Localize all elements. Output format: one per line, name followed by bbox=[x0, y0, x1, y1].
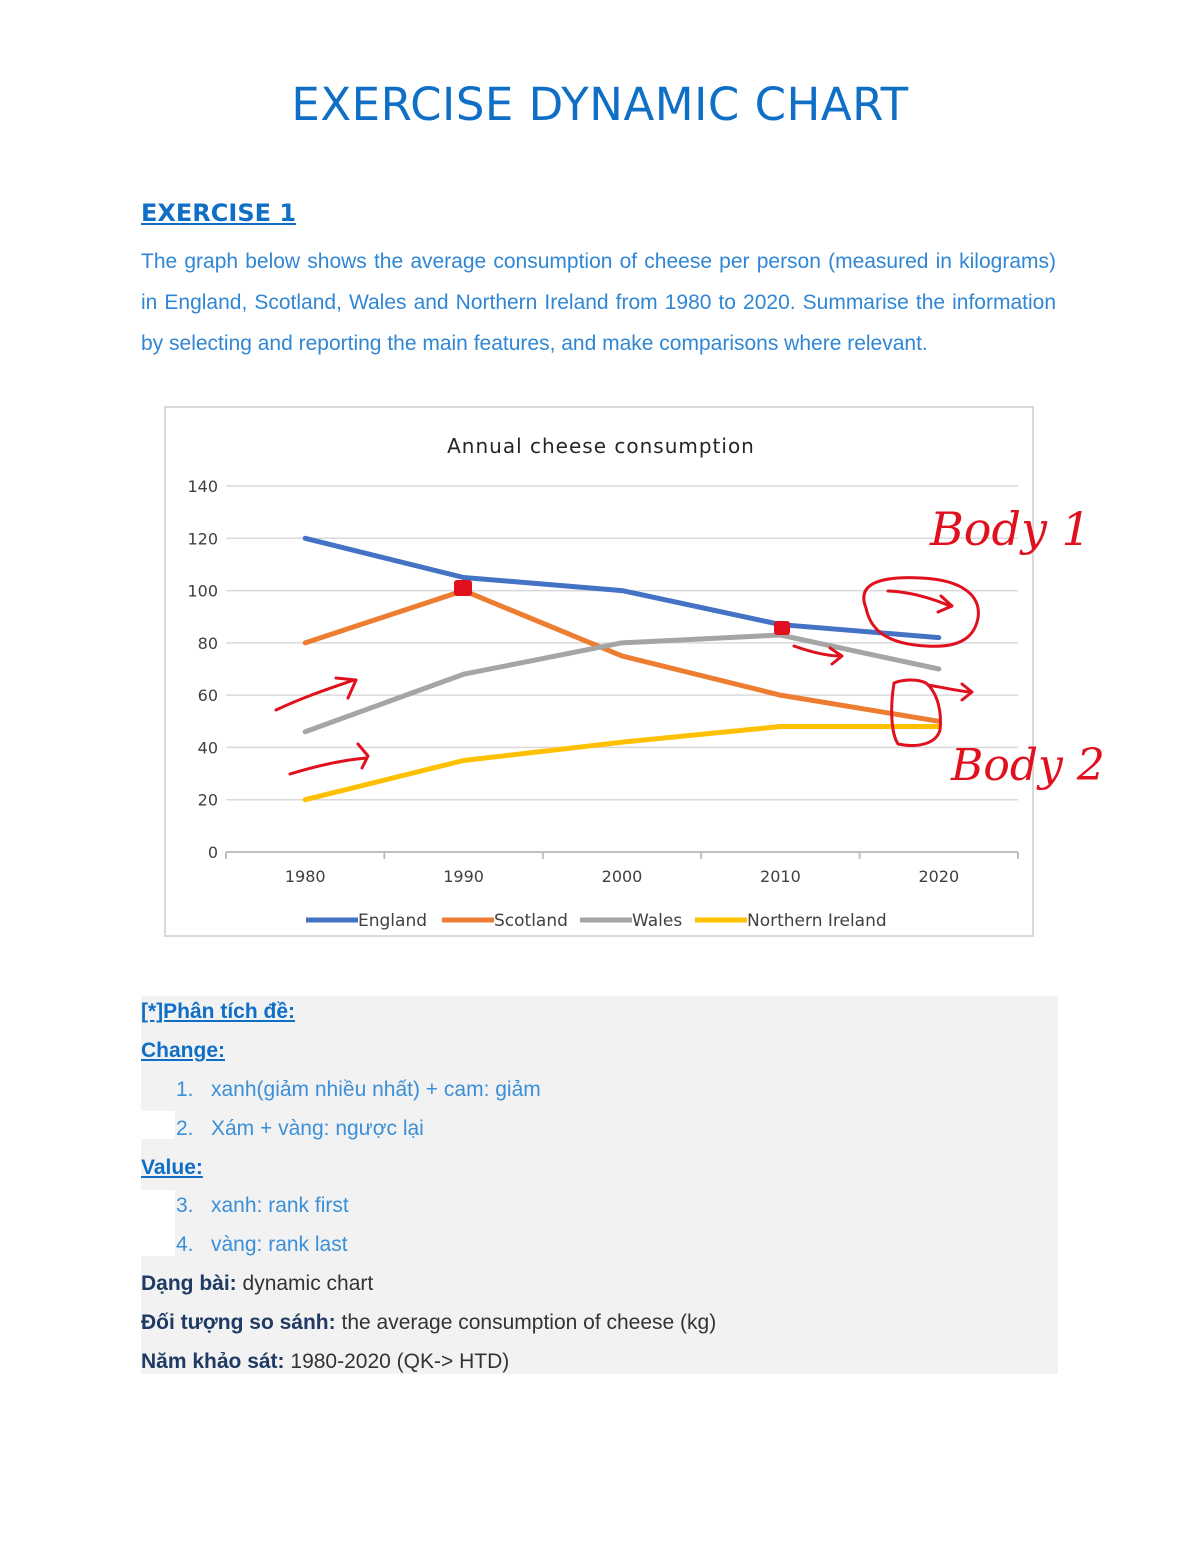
value-item-4: 4. vàng: rank last bbox=[176, 1233, 348, 1256]
y-tick-label: 100 bbox=[187, 581, 218, 601]
y-tick-label: 140 bbox=[187, 477, 218, 496]
ink-marker-1990 bbox=[454, 580, 472, 596]
ink-arrow-england bbox=[888, 591, 952, 612]
change-label: Change: bbox=[141, 1039, 225, 1062]
line-chart bbox=[166, 408, 1105, 935]
ink-arrow-ni bbox=[290, 744, 368, 774]
years-line: Năm khảo sát: 1980-2020 (QK-> HTD) bbox=[141, 1350, 510, 1373]
legend-label-england: England bbox=[358, 911, 428, 931]
ink-arrow-wales bbox=[276, 678, 356, 710]
y-tick-label: 80 bbox=[197, 633, 218, 653]
x-tick-label: 1980 bbox=[284, 867, 326, 886]
ink-label-body2: Body 2 bbox=[951, 740, 1105, 791]
type-line: Dạng bài: dynamic chart bbox=[141, 1272, 374, 1295]
chart-frame bbox=[164, 406, 1105, 937]
x-tick-label: 2010 bbox=[760, 867, 801, 886]
series-line-northern-ireland bbox=[305, 727, 939, 800]
x-tick-label: 2000 bbox=[601, 867, 643, 886]
legend-label-northern-ireland: Northern Ireland bbox=[747, 911, 887, 931]
value-label: Value: bbox=[141, 1156, 203, 1179]
y-tick-label: 60 bbox=[197, 686, 218, 706]
y-tick-label: 40 bbox=[197, 738, 218, 758]
object-line: Đối tượng so sánh: the average consumption of cheese (kg) bbox=[141, 1311, 717, 1334]
value-item-3: 3. xanh: rank first bbox=[176, 1194, 349, 1217]
document-title: EXERCISE DYNAMIC CHART bbox=[291, 78, 909, 131]
exercise-prompt: The graph below shows the average consumption of cheese per person (measured in kilograms) in England, Scotland, Wales and Northern Ireland from 1980 to 2020. Summarise the information by selecting and reporting the main features, and make comparisons where relevant. bbox=[141, 250, 1056, 355]
exercise-heading: EXERCISE 1 bbox=[141, 199, 297, 227]
change-item-2: 2. Xám + vàng: ngược lại bbox=[176, 1117, 424, 1140]
ink-marker-2010 bbox=[774, 621, 790, 635]
x-tick-label: 2020 bbox=[918, 867, 960, 886]
y-tick-label: 20 bbox=[197, 790, 218, 810]
y-tick-label: 120 bbox=[187, 529, 218, 549]
legend-label-scotland: Scotland bbox=[494, 911, 568, 931]
analysis-heading: [*]Phân tích đề: bbox=[141, 1000, 296, 1023]
change-item-1: 1. xanh(giảm nhiều nhất) + cam: giảm bbox=[176, 1078, 541, 1101]
x-tick-label: 1990 bbox=[443, 867, 484, 886]
chart-title: Annual cheese consumption bbox=[447, 434, 755, 458]
ink-label-body1: Body 1 bbox=[930, 502, 1091, 556]
series-line-england bbox=[305, 538, 939, 637]
legend-label-wales: Wales bbox=[632, 911, 683, 931]
y-tick-label: 0 bbox=[207, 843, 218, 862]
series-line-wales bbox=[305, 635, 939, 732]
